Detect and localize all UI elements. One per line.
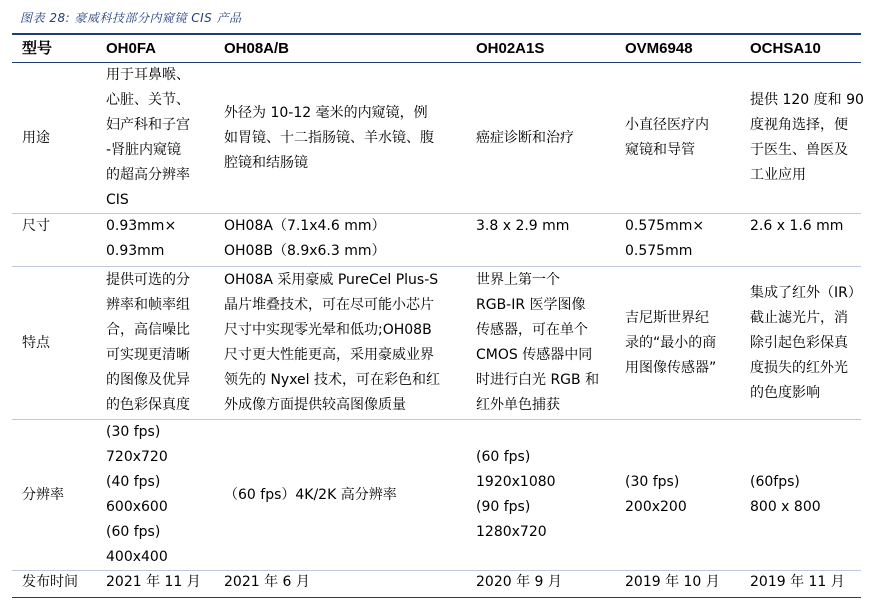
cell-line: 400x400 <box>106 549 168 565</box>
resolution-ochsa10 <box>750 420 821 570</box>
cell-line: 尺寸更大性能更高，采用豪威业界 <box>224 347 434 363</box>
cell-line: (40 fps) <box>106 474 161 490</box>
cell-line: 度视角选择，便 <box>750 117 848 133</box>
cell-line: 的色彩保真度 <box>106 397 190 413</box>
cell-line: 癌症诊断和治疗 <box>476 129 574 146</box>
features-ovm6948 <box>625 267 716 419</box>
cell-line: 0.93mm <box>106 243 165 259</box>
size-oh0fa <box>106 214 176 264</box>
row-label-usage: 用途 <box>22 129 50 146</box>
cell-line: -肾脏内窥镜 <box>106 142 182 158</box>
cell-line: 截止滤光片，消 <box>750 309 848 326</box>
cell-line: 合，高信噪比 <box>106 322 190 338</box>
usage-ovm6948 <box>625 63 709 213</box>
resolution-oh08ab <box>224 420 397 570</box>
cell-line: 2019 年 10 月 <box>625 574 720 590</box>
top-rule <box>12 33 861 35</box>
cell-line: 2021 年 11 月 <box>106 574 201 590</box>
cell-line: 心脏、关节、 <box>106 92 190 108</box>
features-oh0fa <box>106 268 190 418</box>
release-oh02a1s <box>476 570 562 595</box>
header-ovm6948: OVM6948 <box>625 40 693 57</box>
cell-line: (30 fps) <box>106 424 161 440</box>
size-ochsa10 <box>750 214 843 239</box>
resolution-oh02a1s <box>476 420 556 570</box>
cell-line: (60 fps) <box>476 449 531 465</box>
header-oh02a1s: OH02A1S <box>476 40 545 57</box>
cell-line: 窥镜和导管 <box>625 142 695 158</box>
cell-line: 吉尼斯世界纪 <box>625 309 709 326</box>
cell-line: 集成了红外（IR） <box>750 284 862 301</box>
row-divider <box>12 266 861 267</box>
cell-line: 世界上第一个 <box>476 272 560 288</box>
cell-line: （60 fps）4K/2K 高分辨率 <box>224 486 397 503</box>
cell-line: 2019 年 11 月 <box>750 574 845 590</box>
cell-line: 领先的 Nyxel 技术，可在彩色和红 <box>224 372 441 388</box>
cell-line: 除引起色彩保真 <box>750 334 848 351</box>
cell-line: (60fps) <box>750 474 800 490</box>
release-oh08ab <box>224 570 310 595</box>
cell-line: 的超高分辨率 <box>106 167 190 183</box>
cell-line: 录的“最小的商 <box>625 334 717 351</box>
cell-line: 工业应用 <box>750 167 806 183</box>
cell-line: 提供 120 度和 90 <box>750 92 864 108</box>
row-label-features: 特点 <box>22 334 50 351</box>
bottom-rule <box>12 597 861 598</box>
cell-line: 小直径医疗内 <box>625 117 709 133</box>
cell-line: 600x600 <box>106 499 168 515</box>
cell-line: 800 x 800 <box>750 499 821 515</box>
cell-line: 于医生、兽医及 <box>750 142 848 158</box>
cell-line: 的图像及优异 <box>106 372 190 388</box>
cell-line: CIS <box>106 192 129 208</box>
usage-ochsa10 <box>750 63 864 213</box>
cell-line: 2020 年 9 月 <box>476 574 562 590</box>
row-label-release: 发布时间 <box>22 574 78 590</box>
cell-line: (60 fps) <box>106 524 161 540</box>
cell-line: 200x200 <box>625 499 687 515</box>
cell-line: 时进行白光 RGB 和 <box>476 372 600 388</box>
cell-line: OH08B（8.9x6.3 mm） <box>224 243 386 259</box>
cell-line: 用图像传感器” <box>625 359 717 376</box>
cell-line: 可实现更清晰 <box>106 347 190 363</box>
cell-line: 妇产科和子宫 <box>106 117 190 133</box>
table-caption: 图表 28: 豪威科技部分内窥镜 CIS 产品 <box>20 11 242 25</box>
row-label-size: 尺寸 <box>22 218 50 234</box>
release-oh0fa <box>106 570 201 595</box>
usage-oh08ab <box>224 63 434 213</box>
cell-line: 的色度影响 <box>750 384 820 401</box>
release-ochsa10 <box>750 570 845 595</box>
size-oh08ab <box>224 214 386 264</box>
release-ovm6948 <box>625 570 720 595</box>
cell-line: 如胃镜、十二指肠镜、羊水镜、腹 <box>224 129 434 146</box>
cell-line: 度损失的红外光 <box>750 359 848 376</box>
header-model: 型号 <box>22 40 53 57</box>
cell-line: 晶片堆叠技术，可在尽可能小芯片 <box>224 297 434 313</box>
cell-line: RGB-IR 医学图像 <box>476 297 586 313</box>
cell-line: 1920x1080 <box>476 474 556 490</box>
cell-line: CMOS 传感器中同 <box>476 347 593 363</box>
header-oh0fa: OH0FA <box>106 40 157 57</box>
cell-line: 腔镜和结肠镜 <box>224 154 308 171</box>
features-ochsa10 <box>750 267 862 419</box>
cell-line: 外径为 10-12 毫米的内窥镜，例 <box>224 104 428 121</box>
cell-line: 红外单色捕获 <box>476 397 560 413</box>
cell-line: 0.575mm <box>625 243 693 259</box>
cell-line: 0.93mm× <box>106 218 177 234</box>
header-oh08ab: OH08A/B <box>224 40 290 57</box>
cell-line: 辨率和帧率组 <box>106 297 190 313</box>
cell-line: 1280x720 <box>476 524 547 540</box>
header-ochsa10: OCHSA10 <box>750 40 821 57</box>
cell-line: 720x720 <box>106 449 168 465</box>
size-oh02a1s <box>476 214 569 239</box>
usage-oh02a1s <box>476 63 574 213</box>
features-oh02a1s <box>476 268 599 418</box>
cell-line: 提供可选的分 <box>106 272 190 288</box>
cell-line: 2.6 x 1.6 mm <box>750 218 844 234</box>
cell-line: 尺寸中实现零光晕和低功;OH08B <box>224 322 432 338</box>
resolution-ovm6948 <box>625 420 687 570</box>
size-ovm6948 <box>625 214 704 264</box>
resolution-oh0fa <box>106 420 168 570</box>
cell-line: 3.8 x 2.9 mm <box>476 218 570 234</box>
usage-oh0fa <box>106 63 190 213</box>
cell-line: (30 fps) <box>625 474 680 490</box>
cell-line: OH08A（7.1x4.6 mm） <box>224 218 386 234</box>
cell-line: 用于耳鼻喉、 <box>106 67 190 83</box>
cell-line: OH08A 采用豪威 PureCel Plus-S <box>224 272 439 288</box>
features-oh08ab <box>224 268 440 418</box>
cell-line: 2021 年 6 月 <box>224 574 310 590</box>
cell-line: (90 fps) <box>476 499 531 515</box>
cell-line: 传感器，可在单个 <box>476 322 588 338</box>
cell-line: 外成像方面提供较高图像质量 <box>224 397 406 413</box>
cell-line: 0.575mm× <box>625 218 705 234</box>
row-label-resolution: 分辨率 <box>22 486 64 503</box>
